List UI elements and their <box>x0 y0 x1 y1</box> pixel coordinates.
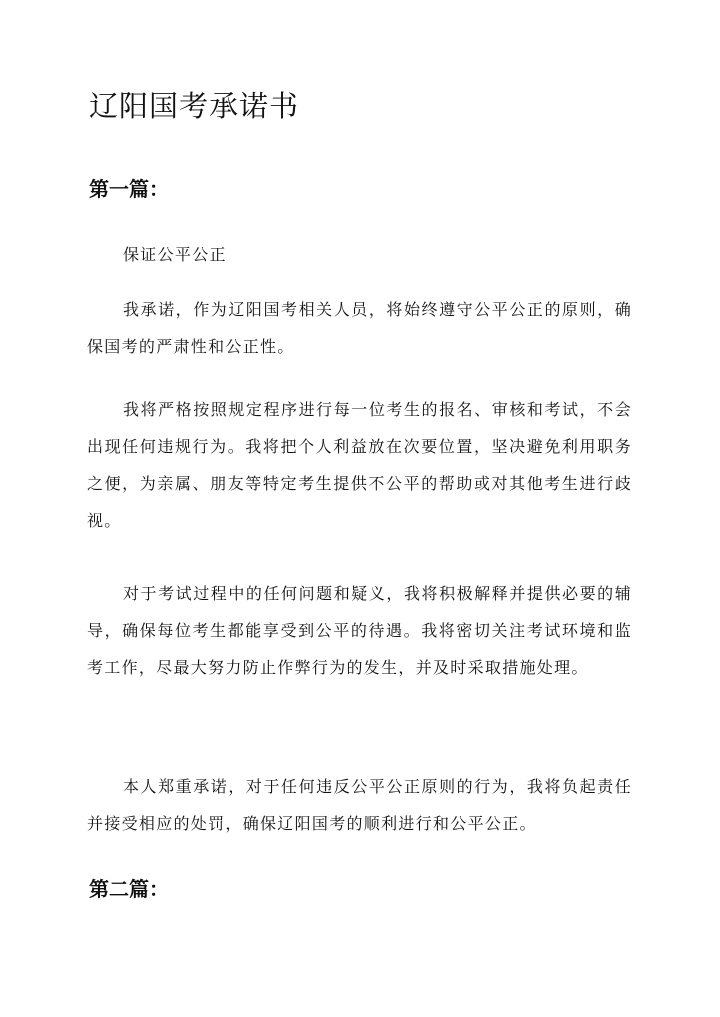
section-1-paragraph: 我将严格按照规定程序进行每一位考生的报名、审核和考试，不会出现任何违规行为。我将把个人利益放在次要位置，坚决避免利用职务之便，为亲属、朋友等特定考生提供不公平的帮助或对其他考生进行歧视。 <box>87 400 632 530</box>
section-1-subtitle: 保证公平公正 <box>123 245 227 264</box>
section-1-paragraph: 我承诺，作为辽阳国考相关人员，将始终遵守公平公正的原则，确保国考的严肃性和公正性。 <box>87 300 632 356</box>
section-1-paragraph: 本人郑重承诺，对于任何违反公平公正原则的行为，我将负起责任并接受相应的处罚，确保辽阳国考的顺利进行和公平公正。 <box>87 777 632 833</box>
section-1-paragraph: 对于考试过程中的任何问题和疑义，我将积极解释并提供必要的辅导，确保每位考生都能享受到公平的待遇。我将密切关注考试环境和监考工作，尽最大努力防止作弊行为的发生，并及时采取措施处理。 <box>87 584 632 677</box>
section-2-heading: 第二篇： <box>89 877 169 901</box>
section-1-heading: 第一篇： <box>89 177 169 201</box>
document-title: 辽阳国考承诺书 <box>89 89 300 123</box>
